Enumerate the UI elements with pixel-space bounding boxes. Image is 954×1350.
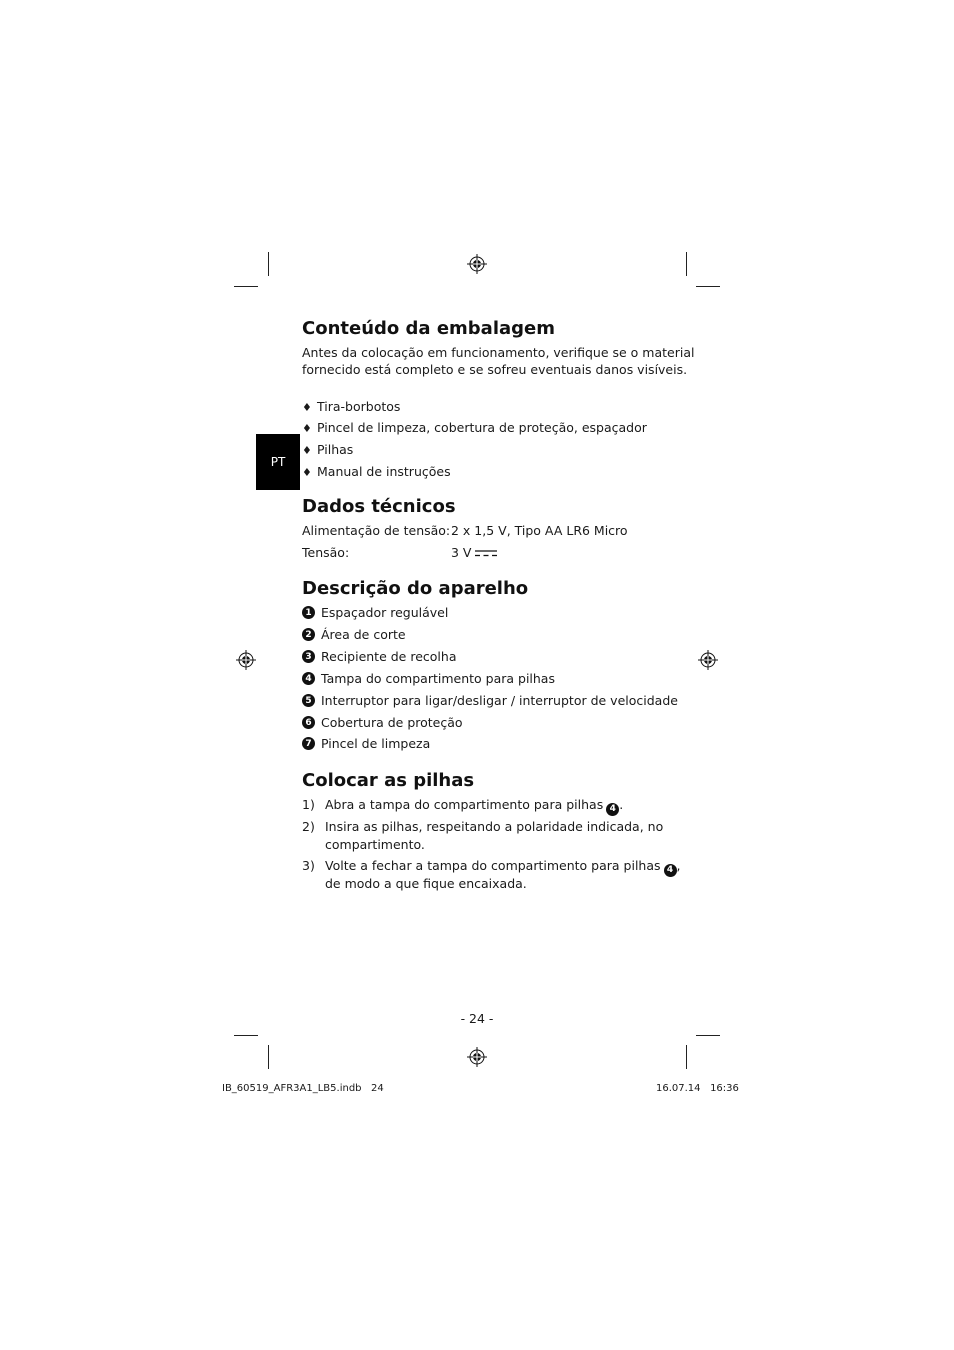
step-text-line: Abra a tampa do compartimento para pilhas (325, 797, 604, 812)
list-item (302, 649, 456, 664)
registration-mark-icon (698, 650, 718, 670)
crop-mark (686, 1045, 687, 1069)
list-item (302, 464, 451, 479)
section-title-technical-data: Dados técnicos (302, 496, 456, 517)
spec-value-row (451, 544, 497, 561)
list-item (302, 715, 463, 730)
section-title-package-contents: Conteúdo da embalagem (302, 318, 555, 339)
step-punctuation: , (676, 858, 681, 873)
number-badge: 4 (606, 803, 619, 816)
step-text (325, 796, 623, 816)
list-item-text: Manual de instruções (317, 464, 451, 479)
spec-label: Tensão: (302, 545, 350, 560)
list-item (302, 399, 400, 414)
list-item-text: Tampa do compartimento para pilhas (321, 671, 555, 686)
step-punctuation: . (619, 797, 624, 812)
list-item-text: Interruptor para ligar/desligar / interruptor de velocidade (321, 693, 678, 708)
number-badge: 4 (664, 864, 677, 877)
list-item-text: Pincel de limpeza (321, 736, 431, 751)
spec-value: 2 x 1,5 V, Tipo AA LR6 Micro (451, 523, 628, 538)
list-item (302, 442, 353, 457)
language-tab (256, 434, 300, 490)
intro-line: fornecido está completo e se sofreu eventuais danos visíveis. (302, 362, 688, 377)
list-item-text: Tira-borbotos (317, 399, 401, 414)
step-text-line: de modo a que fique encaixada. (325, 876, 527, 891)
footer-datetime: 16.07.14 16:36 (656, 1083, 739, 1094)
diamond-bullet-icon: ♦ (302, 466, 312, 479)
crop-mark (234, 286, 258, 287)
step-number: 3) (302, 858, 315, 873)
list-item (302, 605, 448, 620)
crop-mark (268, 252, 269, 276)
registration-mark-icon (467, 254, 487, 274)
list-item-text: Espaçador regulável (321, 605, 449, 620)
crop-mark (696, 286, 720, 287)
section-title-device-description: Descrição do aparelho (302, 578, 529, 599)
number-badge: 5 (302, 694, 315, 707)
list-item-text: Pilhas (317, 442, 354, 457)
crop-mark (696, 1035, 720, 1036)
step-number: 1) (302, 797, 315, 812)
step-text-line: Insira as pilhas, respeitando a polaridade indicada, no (325, 819, 664, 834)
step-text-line: compartimento. (325, 836, 425, 852)
spec-label: Alimentação de tensão: (302, 523, 451, 538)
list-item (302, 693, 678, 708)
intro-line: Antes da colocação em funcionamento, verifique se o material (302, 345, 695, 360)
number-badge: 1 (302, 606, 315, 619)
step-text-line: Volte a fechar a tampa do compartimento para pilhas (325, 858, 661, 873)
footer-filename: IB_60519_AFR3A1_LB5.indb 24 (222, 1083, 384, 1094)
language-tab-label: PT (270, 455, 286, 469)
registration-mark-icon (236, 650, 256, 670)
list-item-text: Pincel de limpeza, cobertura de proteção, espaçador (317, 420, 647, 435)
number-badge: 6 (302, 716, 315, 729)
list-item (302, 736, 430, 751)
list-item (302, 671, 555, 686)
spec-value: 3 V (451, 545, 472, 560)
list-item-text: Recipiente de recolha (321, 649, 457, 664)
number-badge: 3 (302, 650, 315, 663)
number-badge: 2 (302, 628, 315, 641)
list-item (302, 420, 647, 435)
list-item-text: Área de corte (321, 627, 406, 642)
number-badge: 4 (302, 672, 315, 685)
diamond-bullet-icon: ♦ (302, 401, 312, 414)
page-number: - 24 - (460, 1011, 494, 1026)
registration-mark-icon (467, 1047, 487, 1067)
diamond-bullet-icon: ♦ (302, 422, 312, 435)
number-badge: 7 (302, 737, 315, 750)
diamond-bullet-icon: ♦ (302, 444, 312, 457)
list-item-text: Cobertura de proteção (321, 715, 463, 730)
list-item (302, 627, 406, 642)
crop-mark (234, 1035, 258, 1036)
step-number: 2) (302, 819, 315, 834)
crop-mark (686, 252, 687, 276)
section-title-insert-batteries: Colocar as pilhas (302, 770, 475, 791)
direct-current-symbol-icon (475, 549, 497, 557)
crop-mark (268, 1045, 269, 1069)
